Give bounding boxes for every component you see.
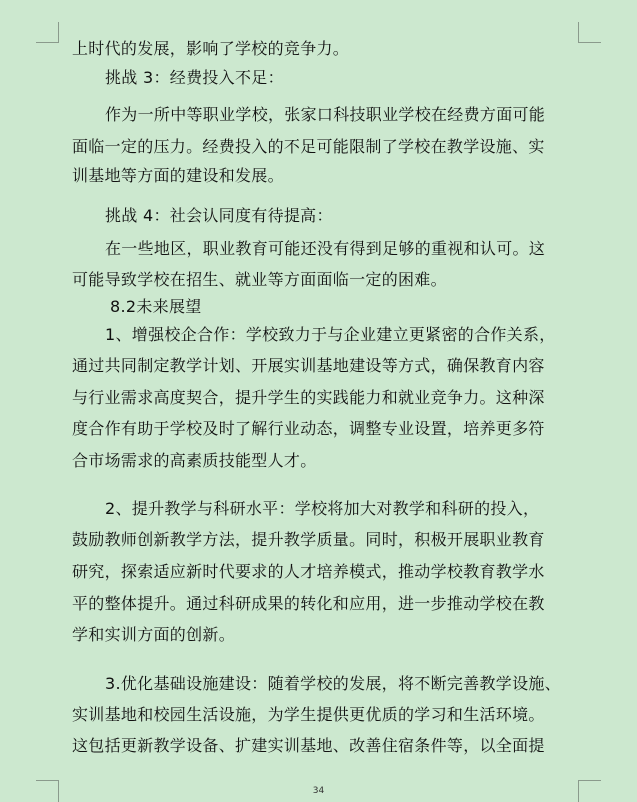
text-line: 作为一所中等职业学校，张家口科技职业学校在经费方面可能 — [105, 105, 546, 124]
text-line: 上时代的发展，影响了学校的竞争力。 — [72, 39, 350, 58]
text-line: 鼓励教师创新教学方法，提升教学质量。同时，积极开展职业教育 — [72, 530, 545, 549]
text-line: 3.优化基础设施建设：随着学校的发展，将不断完善教学设施、 — [105, 674, 561, 693]
section-heading: 8.2未来展望 — [110, 297, 202, 316]
text-line: 这包括更新教学设备、扩建实训基地、改善住宿条件等，以全面提 — [72, 736, 545, 755]
text-line: 可能导致学校在招生、就业等方面面临一定的困难。 — [72, 270, 447, 289]
challenge-3-heading: 挑战 3：经费投入不足： — [105, 68, 284, 87]
crop-mark-top-left — [36, 22, 59, 43]
text-line: 实训基地和校园生活设施，为学生提供更优质的学习和生活环境。 — [72, 705, 545, 724]
text-line: 1、增强校企合作：学校致力于与企业建立更紧密的合作关系， — [105, 325, 556, 344]
text-line: 合市场需求的高素质技能型人才。 — [72, 451, 317, 470]
text-line: 训基地等方面的建设和发展。 — [72, 166, 284, 185]
text-line: 在一些地区，职业教育可能还没有得到足够的重视和认可。这 — [105, 239, 546, 258]
text-line: 与行业需求高度契合，提升学生的实践能力和就业竞争力。这种深 — [72, 388, 545, 407]
text-line: 学和实训方面的创新。 — [72, 625, 236, 644]
text-line: 度合作有助于学校及时了解行业动态，调整专业设置，培养更多符 — [72, 419, 545, 438]
text-line: 通过共同制定教学计划、开展实训基地建设等方式，确保教育内容 — [72, 356, 545, 375]
crop-mark-top-right — [578, 22, 601, 43]
challenge-4-heading: 挑战 4：社会认同度有待提高： — [105, 206, 333, 225]
text-line: 平的整体提升。通过科研成果的转化和应用，进一步推动学校在教 — [72, 594, 545, 613]
text-line: 研究，探索适应新时代要求的人才培养模式，推动学校教育教学水 — [72, 562, 545, 581]
page-number: 34 — [312, 786, 325, 796]
text-line: 面临一定的压力。经费投入的不足可能限制了学校在教学设施、实 — [72, 137, 545, 156]
text-line: 2、提升教学与科研水平：学校将加大对教学和科研的投入， — [105, 499, 540, 518]
